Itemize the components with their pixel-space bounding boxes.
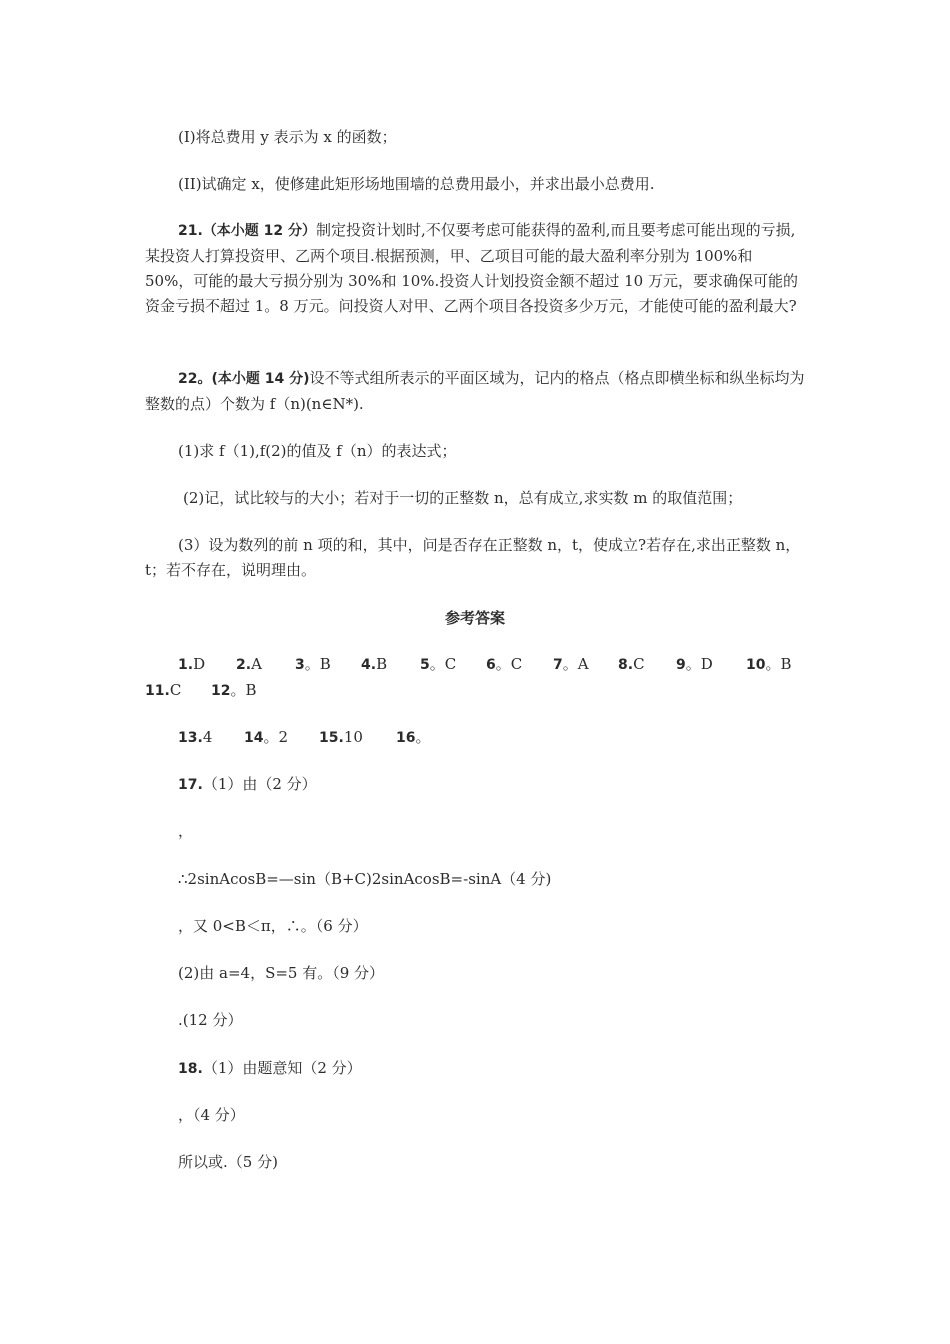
answer-item: 15.10 <box>319 728 363 746</box>
answers-title: 参考答案 <box>444 609 505 627</box>
q18-line-2: ，（4 分） <box>178 1106 245 1124</box>
answer-item: 5。C <box>420 655 457 673</box>
answer-item: 12。B <box>211 681 257 699</box>
answer-item: 4.B <box>361 655 388 673</box>
q17-number: 17. <box>178 777 203 793</box>
q21-label: 21.（本小题 12 分） <box>178 223 317 239</box>
answer-item: 14。2 <box>244 728 289 746</box>
q22-label: 22。(本小题 14 分) <box>178 371 310 387</box>
q22-part3: (3）设为数列的前 n 项的和，其中，问是否存在正整数 n，t，使成立?若存在,求出正整数 n，t；若不存在，说明理由。 <box>145 536 801 579</box>
q18-line-3: 所以或.（5 分) <box>178 1153 278 1171</box>
q22-part1: (1)求 f（1),f(2)的值及 f（n）的表达式； <box>178 442 457 460</box>
answer-item: 1.D <box>178 655 206 673</box>
q20-part2: (II)试确定 x，使修建此矩形场地围墙的总费用最小，并求出最小总费用. <box>178 175 655 193</box>
answer-item: 9。D <box>676 655 713 673</box>
q21-paragraph <box>145 218 805 319</box>
q22-text: 设不等式组所表示的平面区域为，记内的格点（格点即横坐标和纵坐标均为整数的点）个数为 f（n)(n∈N*). <box>145 369 805 413</box>
q17-line-1: 17.（1）由（2 分） <box>178 775 317 793</box>
answer-item: 2.A <box>236 655 262 673</box>
answer-item: 6。C <box>486 655 523 673</box>
q20-part1: (I)将总费用 y 表示为 x 的函数； <box>178 128 397 146</box>
q17-line-6: .(12 分） <box>178 1011 243 1029</box>
q18-number: 18. <box>178 1061 203 1077</box>
answer-item: 16。 <box>396 728 431 746</box>
q21-text: 制定投资计划时,不仅要考虑可能获得的盈利,而且要考虑可能出现的亏损,某投资人打算投资甲、乙两个项目.根据预测，甲、乙项目可能的最大盈利率分别为 100%和 50%，可能的最大亏损分别为 30%和 10%.投资人计划投资金额不超过 10 万元，要求确保可能的资金亏损不超过 1。8 万元。问投资人对甲、乙两个项目各投资多少万元，才能使可能的盈利最大? <box>145 221 798 315</box>
answer-item: 8.C <box>618 655 645 673</box>
q18-line-1: 18.（1）由题意知（2 分） <box>178 1059 362 1077</box>
answer-item: 7。A <box>553 655 589 673</box>
q17-line-4: ，又 0<B＜π，∴。（6 分） <box>178 917 368 935</box>
answer-item: 3。B <box>295 655 331 673</box>
answer-item: 13.4 <box>178 728 213 746</box>
q17-line-2: ， <box>178 822 194 840</box>
q22-part2: (2)记，试比较与的大小；若对于一切的正整数 n，总有成立,求实数 m 的取值范围； <box>183 489 743 507</box>
answer-item: 11.C <box>145 681 182 699</box>
q17-line-3: ∴2sinAcosB=—sin（B+C)2sinAcosB=-sinA（4 分) <box>178 870 552 888</box>
q17-line-5: (2)由 a=4，S=5 有。（9 分） <box>178 964 385 982</box>
q22-paragraph <box>145 366 805 417</box>
answer-item: 10。B <box>746 655 792 673</box>
